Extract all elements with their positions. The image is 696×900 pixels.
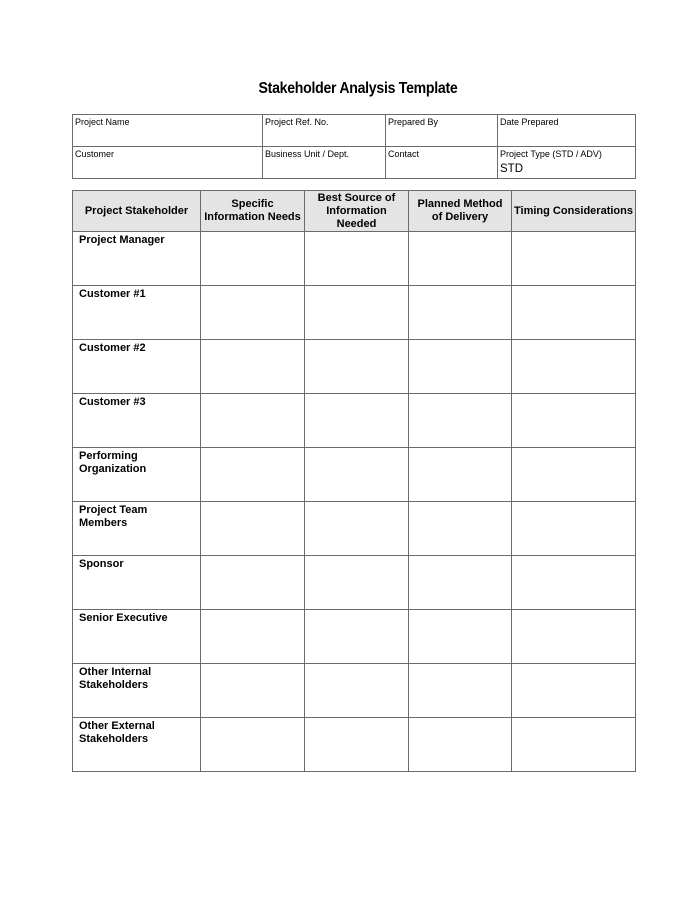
- project-type-field[interactable]: [498, 147, 636, 179]
- timing-cell[interactable]: [512, 718, 636, 772]
- stakeholder-name-cell: Performing Organization: [73, 448, 201, 502]
- table-row: [73, 448, 636, 502]
- table-row: [73, 340, 636, 394]
- column-header: Best Source of Information Needed: [305, 191, 409, 232]
- field-label: Business Unit / Dept.: [265, 149, 350, 159]
- field-label: Project Name: [75, 117, 130, 127]
- best-source-cell[interactable]: [305, 718, 409, 772]
- timing-cell[interactable]: [512, 340, 636, 394]
- info-row: [73, 115, 636, 147]
- column-header: Specific Information Needs: [201, 191, 305, 232]
- timing-cell[interactable]: [512, 232, 636, 286]
- best-source-cell[interactable]: [305, 232, 409, 286]
- table-row: [73, 502, 636, 556]
- table-row: [73, 394, 636, 448]
- timing-cell[interactable]: [512, 448, 636, 502]
- table-row: [73, 718, 636, 772]
- best-source-cell[interactable]: [305, 448, 409, 502]
- best-source-cell[interactable]: [305, 394, 409, 448]
- info-needs-cell[interactable]: [201, 448, 305, 502]
- stakeholder-name-cell: Other External Stakeholders: [73, 718, 201, 772]
- info-needs-cell[interactable]: [201, 232, 305, 286]
- best-source-cell[interactable]: [305, 286, 409, 340]
- prepared-by-field[interactable]: [386, 115, 498, 147]
- delivery-method-cell[interactable]: [409, 286, 512, 340]
- field-label: Date Prepared: [500, 117, 559, 127]
- column-header: Timing Considerations: [512, 191, 636, 232]
- info-needs-cell[interactable]: [201, 340, 305, 394]
- table-row: [73, 286, 636, 340]
- project-ref-field[interactable]: [263, 115, 386, 147]
- best-source-cell[interactable]: [305, 664, 409, 718]
- date-prepared-field[interactable]: [498, 115, 636, 147]
- stakeholder-name-cell: Sponsor: [73, 556, 201, 610]
- delivery-method-cell[interactable]: [409, 340, 512, 394]
- table-row: [73, 610, 636, 664]
- best-source-cell[interactable]: [305, 502, 409, 556]
- stakeholder-name-cell: Project Team Members: [73, 502, 201, 556]
- field-label: Project Ref. No.: [265, 117, 329, 127]
- best-source-cell[interactable]: [305, 556, 409, 610]
- delivery-method-cell[interactable]: [409, 610, 512, 664]
- delivery-method-cell[interactable]: [409, 556, 512, 610]
- timing-cell[interactable]: [512, 286, 636, 340]
- delivery-method-cell[interactable]: [409, 664, 512, 718]
- timing-cell[interactable]: [512, 556, 636, 610]
- timing-cell[interactable]: [512, 502, 636, 556]
- field-label: Prepared By: [388, 117, 439, 127]
- delivery-method-cell[interactable]: [409, 232, 512, 286]
- stakeholder-table: [72, 190, 636, 772]
- stakeholder-name-cell: Customer #1: [73, 286, 201, 340]
- table-row: [73, 664, 636, 718]
- info-needs-cell[interactable]: [201, 664, 305, 718]
- business-unit-field[interactable]: [263, 147, 386, 179]
- info-needs-cell[interactable]: [201, 610, 305, 664]
- stakeholder-name-cell: Customer #3: [73, 394, 201, 448]
- timing-cell[interactable]: [512, 664, 636, 718]
- info-row: [73, 147, 636, 179]
- table-row: [73, 556, 636, 610]
- stakeholder-name-cell: Project Manager: [73, 232, 201, 286]
- delivery-method-cell[interactable]: [409, 502, 512, 556]
- stakeholder-name-cell: Customer #2: [73, 340, 201, 394]
- column-header: Planned Method of Delivery: [409, 191, 512, 232]
- field-label: Project Type (STD / ADV): [500, 149, 602, 159]
- timing-cell[interactable]: [512, 610, 636, 664]
- stakeholder-name-cell: Other Internal Stakeholders: [73, 664, 201, 718]
- field-label: Contact: [388, 149, 420, 159]
- table-row: [73, 232, 636, 286]
- info-needs-cell[interactable]: [201, 394, 305, 448]
- project-info-table: [72, 114, 636, 179]
- column-header: Project Stakeholder: [73, 191, 201, 232]
- best-source-cell[interactable]: [305, 340, 409, 394]
- field-label: Customer: [75, 149, 115, 159]
- info-needs-cell[interactable]: [201, 502, 305, 556]
- delivery-method-cell[interactable]: [409, 448, 512, 502]
- info-needs-cell[interactable]: [201, 286, 305, 340]
- field-value: STD: [500, 163, 523, 175]
- customer-field[interactable]: [73, 147, 263, 179]
- project-name-field[interactable]: [73, 115, 263, 147]
- timing-cell[interactable]: [512, 394, 636, 448]
- stakeholder-name-cell: Senior Executive: [73, 610, 201, 664]
- info-needs-cell[interactable]: [201, 718, 305, 772]
- delivery-method-cell[interactable]: [409, 394, 512, 448]
- info-needs-cell[interactable]: [201, 556, 305, 610]
- delivery-method-cell[interactable]: [409, 718, 512, 772]
- page-title: Stakeholder Analysis Template: [258, 80, 458, 97]
- best-source-cell[interactable]: [305, 610, 409, 664]
- contact-field[interactable]: [386, 147, 498, 179]
- table-header-row: [73, 191, 636, 232]
